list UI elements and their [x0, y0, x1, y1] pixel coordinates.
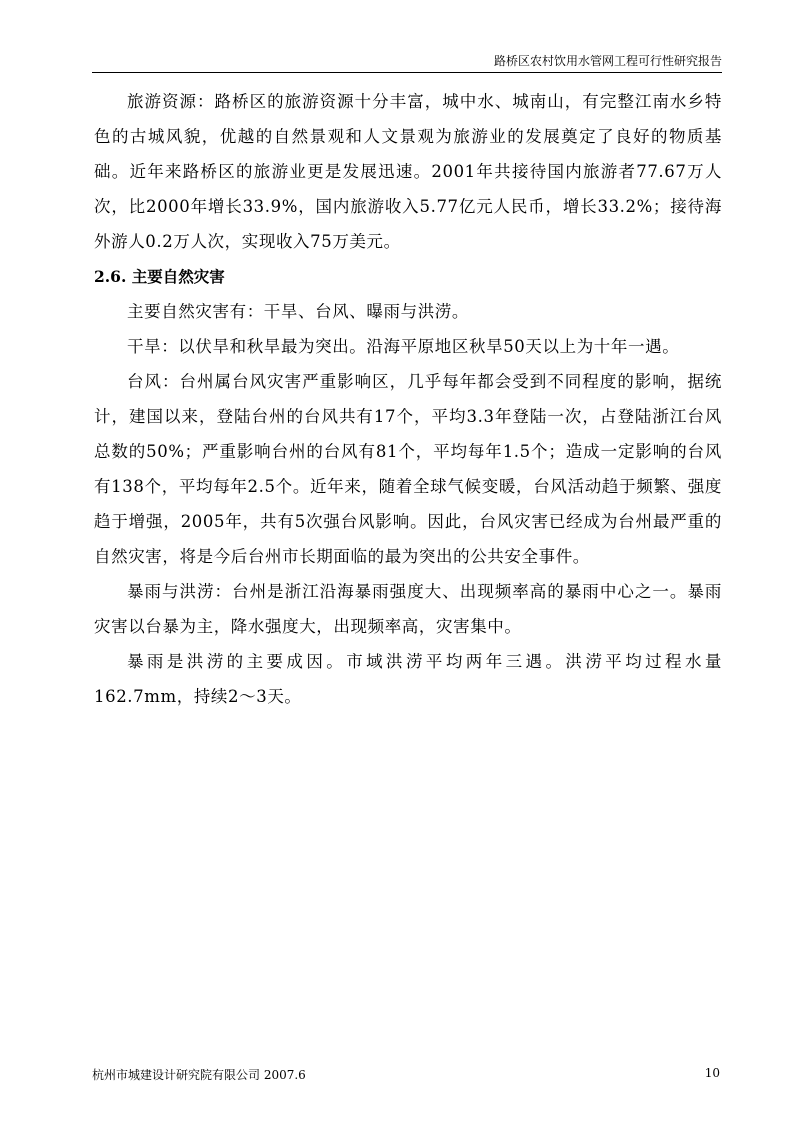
page-footer — [92, 1066, 722, 1086]
footer-company: 杭州市城建设计研究院有限公司 2007.6 — [92, 1068, 306, 1082]
section-heading: 2.6. 主要自然灾害 — [94, 267, 225, 286]
paragraph-typhoon: 台风：台州属台风灾害严重影响区，几乎每年都会受到不同程度的影响，据统计，建国以来，登陆台州的台风共有17个，平均3.3年登陆一次，占登陆浙江台风总数的50%；严重影响台州的台风有81个，平均每年1.5个；造成一定影响的台风有138个，平均每年2.5个。近年来，随着全球气候变暖，台风活动趋于频繁、强度趋于增强，2005年，共有5次强台风影响。因此，台风灾害已经成为台州最严重的自然灾害，将是今后台州市长期面临的最为突出的公共安全事件。 — [94, 372, 722, 566]
page-number: 10 — [704, 1066, 720, 1080]
paragraph-drought: 干旱：以伏旱和秋旱最为突出。沿海平原地区秋旱50天以上为十年一遇。 — [127, 337, 680, 356]
header-title: 路桥区农村饮用水管网工程可行性研究报告 — [493, 54, 722, 68]
paragraph-rainstorm: 暴雨与洪涝：台州是浙江沿海暴雨强度大、出现频率高的暴雨中心之一。暴雨灾害以台暴为主，降水强度大，出现频率高，灾害集中。 — [94, 582, 722, 636]
paragraph-tourism: 旅游资源：路桥区的旅游资源十分丰富，城中水、城南山，有完整江南水乡特色的古城风貌，优越的自然景观和人文景观为旅游业的发展奠定了良好的物质基础。近年来路桥区的旅游业更是发展迅速。2001年共接待国内旅游者77.67万人次，比2000年增长33.9%，国内旅游收入5.77亿元人民币，增长33.2%；接待海外游人0.2万人次，实现收入75万美元。 — [94, 92, 722, 251]
paragraph-disasters-intro: 主要自然灾害有：干旱、台风、曝雨与洪涝。 — [127, 302, 469, 321]
paragraph-flood: 暴雨是洪涝的主要成因。市域洪涝平均两年三遇。洪涝平均过程水量162.7mm，持续2～3天。 — [94, 652, 722, 706]
page-header — [92, 50, 722, 73]
document-body — [94, 84, 722, 714]
